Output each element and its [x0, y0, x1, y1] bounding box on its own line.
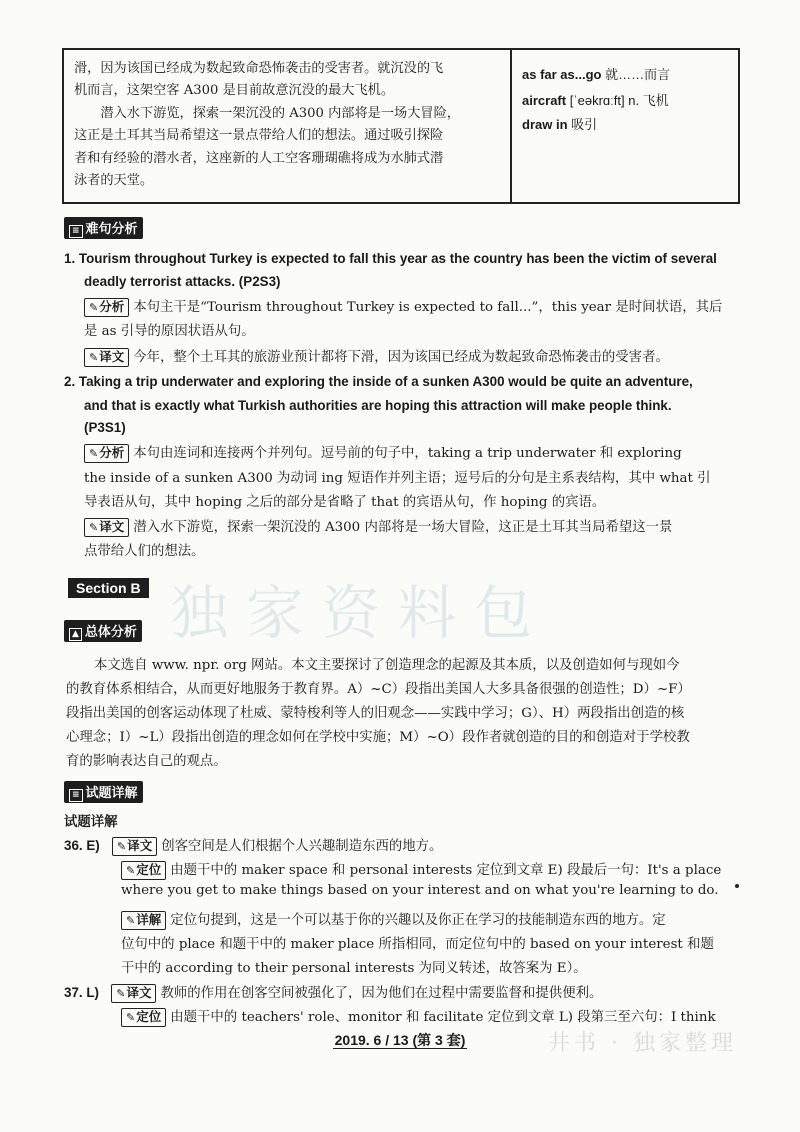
q36-locate: ✎定位 由题干中的 maker space 和 personal interests 定位到文章 E) 段最后一句：It's a place	[121, 859, 721, 880]
pen-icon: ✎	[89, 521, 99, 534]
item-1-analysis-cont: 是 as 引导的原因状语从句。	[84, 324, 255, 339]
translation-tag: ✎译文	[84, 518, 129, 537]
overview-line: 心理念；I）~L）段指出创造的理念如何在学校中实施；M）~O）段作者就创造的目的和创造对于学校教	[66, 730, 690, 745]
list-icon: ≡	[69, 789, 83, 802]
difficulty-heading: ≡ 难句分析	[64, 217, 143, 239]
footer-watermark: 井书 · 独家整理	[548, 1031, 737, 1056]
item-1-analysis: ✎分析 本句主干是“Tourism throughout Turkey is expected to fall...”，this year 是时间状语，其后	[84, 296, 722, 317]
q37-number: 37. L)	[64, 985, 99, 1000]
cn-line: 泳者的天堂。	[74, 173, 154, 189]
pen-icon: ✎	[89, 351, 99, 364]
q37-translation: 37. L) ✎译文 教师的作用在创客空间被强化了，因为他们在过程中需要监督和提供便利。	[64, 985, 603, 1001]
translation-cell	[64, 50, 512, 202]
item-1-sentence: 1. Tourism throughout Turkey is expected to fall this year as the country has been the victim of several	[64, 251, 717, 266]
detail-tag: ✎详解	[121, 911, 166, 930]
vocab-def: 吸引	[571, 117, 598, 132]
section-b-label: Section B	[68, 578, 149, 598]
q36-number: 36. E)	[64, 838, 100, 853]
pen-icon: ✎	[117, 840, 127, 853]
overview-line: 本文选自 www. npr. org 网站。本文主要探讨了创造理念的起源及其本质，以及创造如何与现如今	[94, 658, 680, 673]
q36-detail-cont: 位句中的 place 和题干中的 maker place 所指相同，而定位句中的 based on your interest 和题	[121, 937, 714, 952]
pen-icon: ✎	[89, 447, 99, 460]
cn-line: 滑，因为该国已经成为数起致命恐怖袭击的受害者。就沉没的飞	[74, 61, 444, 76]
page-footer	[0, 1030, 800, 1050]
locate-tag: ✎定位	[121, 861, 166, 880]
translation-tag: ✎译文	[84, 348, 129, 367]
overview-line: 段指出美国的创客运动体现了杜威、蒙特梭利等人的旧观念——实践中学习；G）、H）两段指出创造的核	[66, 706, 685, 721]
item-2-sentence-cont: and that is exactly what Turkish authorities are hoping this attraction will make people think.	[84, 398, 672, 413]
pen-icon: ✎	[89, 301, 99, 314]
cn-line: 潜入水下游览，探索一架沉没的 A300 内部将是一场大冒险，	[100, 105, 460, 121]
translation-tag: ✎译文	[111, 984, 156, 1003]
watermark: 独家资料包	[170, 579, 551, 647]
cn-line: 者和有经验的潜水者，这座新的人工空客珊瑚礁将成为水肺式潜	[74, 150, 444, 166]
q36-detail: ✎详解 定位句提到，这是一个可以基于你的兴趣以及你正在学习的技能制造东西的地方。定	[121, 909, 666, 930]
q36-locate-cont: where you get to make things based on your interest and on what you're learning to do.	[121, 883, 719, 898]
q36-detail-cont: 干中的 according to their personal interests 为同义转述，故答案为 E）。	[121, 961, 587, 976]
item-2-translation-cont: 点带给人们的想法。	[84, 544, 205, 559]
vocab-term: draw in	[522, 117, 568, 132]
overview-line: 育的影响表达自己的观点。	[66, 754, 227, 769]
item-2-analysis: ✎分析 本句由连词和连接两个并列句。逗号前的句子中，taking a trip underwater 和 exploring	[84, 442, 682, 463]
vocab-item	[522, 64, 670, 83]
item-2-sentence: 2. Taking a trip underwater and exploring the inside of a sunken A300 would be quite an adventure,	[64, 374, 693, 389]
locate-tag: ✎定位	[121, 1008, 166, 1027]
vocab-def: 就……而言	[605, 67, 671, 82]
item-1-translation: ✎译文 今年，整个土耳其的旅游业预计都将下滑，因为该国已经成为数起致命恐怖袭击的受害者。	[84, 346, 669, 367]
translation-table	[62, 48, 740, 204]
list-icon: ≡	[69, 225, 83, 238]
item-2-sentence-cont: (P3S1)	[84, 420, 126, 435]
triangle-icon: ▲	[69, 628, 82, 641]
cn-line: 机而言，这架空客 A300 是目前故意沉没的最大飞机。	[74, 83, 395, 99]
item-2-analysis-cont: 导表语从句，其中 hoping 之后的部分是省略了 that 的宾语从句，作 hoping 的宾语。	[84, 495, 606, 510]
vocab-item	[522, 114, 597, 133]
pen-icon: ✎	[126, 1011, 136, 1024]
q37-locate: ✎定位 由题干中的 teachers' role、monitor 和 facilitate 定位到文章 L) 段第三至六句：I think	[121, 1006, 716, 1027]
translation-tag: ✎译文	[112, 837, 157, 856]
cn-line: 这正是土耳其当局希望这一景点带给人们的想法。通过吸引探险	[74, 128, 444, 144]
footer-text: 2019. 6 / 13 (第 3 套)	[334, 1032, 466, 1048]
analysis-tag: ✎分析	[84, 298, 129, 317]
item-2-translation: ✎译文 潜入水下游览，探索一架沉没的 A300 内部将是一场大冒险，这正是土耳其当局希望这一景	[84, 516, 672, 537]
pen-icon: ✎	[126, 864, 136, 877]
vocab-def: [ˈeəkrɑːft] n. 飞机	[569, 93, 669, 108]
vocab-item	[522, 90, 669, 109]
pen-icon: ✎	[116, 987, 126, 1000]
questions-subtitle: 试题详解	[64, 814, 118, 830]
vocab-term: aircraft	[522, 93, 567, 108]
q36-translation: 36. E) ✎译文 创客空间是人们根据个人兴趣制造东西的地方。	[64, 838, 443, 854]
overview-line: 的教育体系相结合，从而更好地服务于教育界。A）~C）段指出美国人大多具备很强的创造性；D）~F）	[66, 682, 691, 697]
overview-heading: ▲ 总体分析	[64, 620, 142, 642]
analysis-tag: ✎分析	[84, 444, 129, 463]
item-1-sentence-cont: deadly terrorist attacks. (P2S3)	[84, 274, 281, 289]
item-2-analysis-cont: the inside of a sunken A300 为动词 ing 短语作并列主语；逗号后的分句是主系表结构，其中 what 引	[84, 471, 711, 486]
questions-heading: ≡ 试题详解	[64, 781, 143, 803]
bullet-dot	[735, 884, 739, 888]
vocab-term: as far as...go	[522, 67, 602, 82]
pen-icon: ✎	[126, 914, 136, 927]
